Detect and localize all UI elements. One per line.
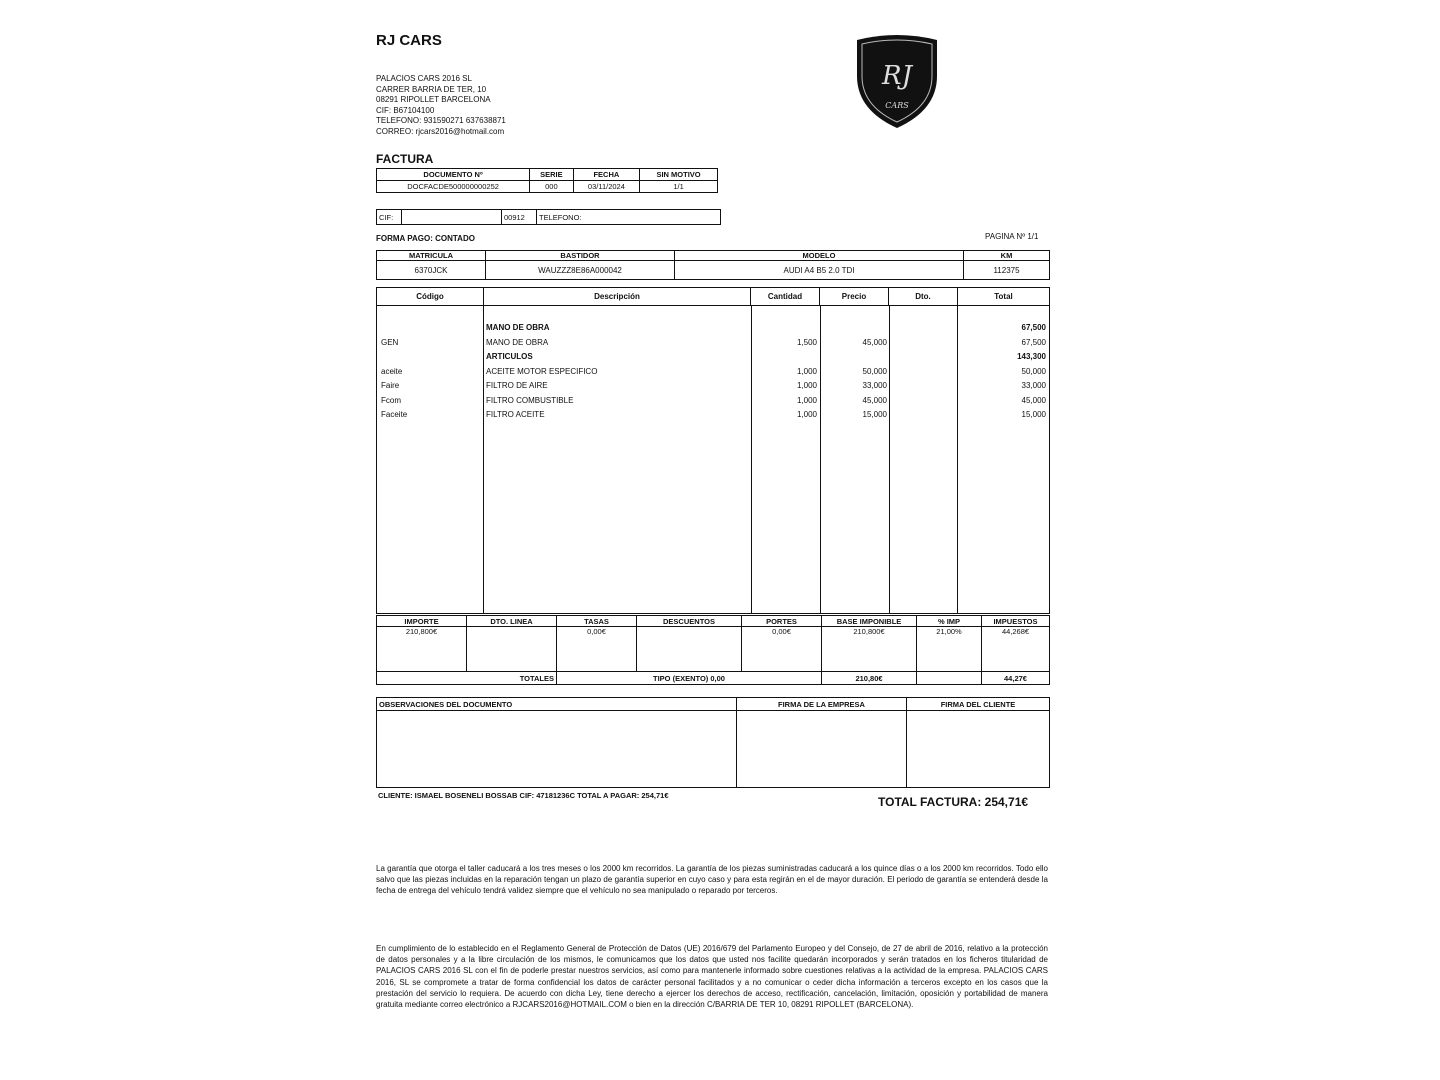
- doc-series: 000: [530, 181, 574, 193]
- signature-table: [376, 697, 1050, 788]
- tasas-value: 0,00€: [557, 627, 637, 672]
- base-imponible-value: 210,800€: [822, 627, 917, 672]
- document-title: FACTURA: [376, 152, 434, 166]
- totals-header: PORTES: [742, 616, 822, 627]
- item-total: 45,000: [1021, 395, 1046, 405]
- vehicle-model: AUDI A4 B5 2.0 TDI: [675, 261, 964, 280]
- vehicle-header: MODELO: [675, 251, 964, 261]
- company-name: RJ CARS: [376, 32, 442, 49]
- col-header-price: Precio: [820, 288, 889, 306]
- telefono-label: TELEFONO:: [537, 210, 721, 225]
- vehicle-header: BASTIDOR: [486, 251, 675, 261]
- base-total: 210,80€: [822, 672, 917, 685]
- col-header-total: Total: [958, 288, 1050, 306]
- item-price: 33,000: [862, 381, 887, 390]
- impuestos-value: 44,268€: [982, 627, 1050, 672]
- item-description: ACEITE MOTOR ESPECIFICO: [486, 366, 598, 376]
- vehicle-plate: 6370JCK: [377, 261, 486, 280]
- observaciones-box: [377, 711, 737, 788]
- firma-cliente-label: FIRMA DEL CLIENTE: [907, 698, 1050, 711]
- doc-date: 03/11/2024: [573, 181, 639, 193]
- firma-empresa-label: FIRMA DE LA EMPRESA: [737, 698, 907, 711]
- col-header-dto: Dto.: [889, 288, 958, 306]
- item-description: MANO DE OBRA: [486, 323, 550, 332]
- payment-method: FORMA PAGO: CONTADO: [376, 234, 475, 243]
- vehicle-vin: WAUZZZ8E86A000042: [486, 261, 675, 280]
- item-total: 15,000: [1021, 410, 1046, 419]
- page-number: PAGINA Nº 1/1: [985, 232, 1039, 241]
- item-quantity: 1,000: [796, 366, 817, 376]
- item-row: [377, 352, 1049, 366]
- item-row: [377, 338, 1049, 352]
- vehicle-header: KM: [964, 251, 1050, 261]
- logo-subtext: CARS: [885, 101, 909, 110]
- item-quantity: 1,000: [796, 395, 817, 405]
- dto-linea-value: [467, 627, 557, 672]
- item-row: [377, 323, 1049, 337]
- items-body: [376, 305, 1050, 614]
- item-price: 45,000: [862, 337, 887, 347]
- item-description: FILTRO DE AIRE: [486, 381, 548, 390]
- totales-label: TOTALES: [377, 672, 557, 685]
- tax-rate-value: 21,00%: [917, 627, 982, 672]
- observaciones-label: OBSERVACIONES DEL DOCUMENTO: [377, 698, 737, 711]
- item-row: [377, 410, 1049, 424]
- client-summary: CLIENTE: ISMAEL BOSENELI BOSSAB CIF: 47181236C TOTAL A PAGAR: 254,71€: [378, 791, 669, 800]
- totals-table: [376, 615, 1050, 685]
- item-price: 45,000: [862, 395, 887, 405]
- portes-value: 0,00€: [742, 627, 822, 672]
- col-header-qty: Cantidad: [751, 288, 820, 306]
- vehicle-header: MATRICULA: [377, 251, 486, 261]
- item-row: [377, 367, 1049, 381]
- totals-header: BASE IMPONIBLE: [822, 616, 917, 627]
- cif-label: CIF:: [377, 210, 402, 225]
- tipo-label: TIPO (EXENTO) 0,00: [557, 672, 822, 685]
- item-code: Faire: [381, 381, 400, 390]
- item-code: GEN: [381, 337, 399, 347]
- address-line: CARRER BARRIA DE TER, 10: [376, 84, 487, 94]
- item-total: 67,500: [1021, 337, 1046, 347]
- doc-header: SIN MOTIVO: [640, 169, 718, 181]
- totals-header: IMPORTE: [377, 616, 467, 627]
- item-description: FILTRO ACEITE: [486, 410, 545, 419]
- doc-header: SERIE: [530, 169, 574, 181]
- totals-header: DESCUENTOS: [637, 616, 742, 627]
- item-code: aceite: [381, 366, 403, 376]
- item-row: [377, 381, 1049, 395]
- warranty-text: La garantía que otorga el taller caducará a los tres meses o los 2000 km recorridos. La garantía de los piezas suministradas caducará a los quince días o a los 2000 km recorridos. Todo ello salvo que las piezas incluidas en la reparación tengan un plazo de garantía superior en cuyo caso y para esta regirán en el de mayor duración. El periodo de garantía se entenderá desde la fecha de entrega del vehículo tendrá validez siempre que el vehículo no sea manipulado o reparado por terceros.: [376, 864, 1048, 896]
- firma-empresa-box: [737, 711, 907, 788]
- cif-redacted: [402, 210, 502, 225]
- doc-header: FECHA: [573, 169, 639, 181]
- doc-reason: 1/1: [640, 181, 718, 193]
- document-info-table: [376, 168, 718, 193]
- privacy-text: En cumplimiento de lo establecido en el Reglamento General de Protección de Datos (UE) 2016/679 del Parlamento Europeo y del Consejo, de 27 de abril de 2016, relativo a la protección de datos personales y a la libre circulación de los mismos, le comunicamos que los datos que usted nos facilite quedarán incorporados y serán tratados en los ficheros titularidad de PALACIOS CARS 2016 SL con el fin de poderle prestar nuestros servicios, así como para mantenerle informado sobre cuestiones relativas a la actividad de la empresa. PALACIOS CARS 2016, SL se compromete a tratar de forma confidencial los datos de carácter personal facilitados y a no comunicar o ceder dicha información a terceros excepto en los casos que la prestación del servicio lo requiera. De acuerdo con dicha Ley, tiene derecho a ejercer los derechos de acceso, rectificación, cancelación, limitación, oposición y portabilidad de manera gratuita mediante correo electrónico a RJCARS2016@HOTMAIL.COM o bien en la dirección C/BARRIA DE TER 10, 08291 RIPOLLET (BARCELONA).: [376, 944, 1048, 1010]
- address-line: PALACIOS CARS 2016 SL: [376, 74, 472, 83]
- company-logo: [853, 32, 941, 130]
- totals-header: TASAS: [557, 616, 637, 627]
- client-info-table: [376, 209, 721, 225]
- item-price: 15,000: [862, 410, 887, 419]
- firma-cliente-box: [907, 711, 1050, 788]
- item-total: 143,300: [1017, 352, 1046, 361]
- doc-header: DOCUMENTO Nº: [377, 169, 530, 181]
- item-quantity: 1,000: [796, 381, 817, 390]
- item-quantity: 1,000: [796, 410, 817, 419]
- address-line: CIF: B67104100: [376, 105, 435, 115]
- logo-monogram: RJ: [882, 61, 912, 91]
- item-quantity: 1,500: [796, 337, 817, 347]
- impuestos-total: 44,27€: [982, 672, 1050, 685]
- vehicle-km: 112375: [964, 261, 1050, 280]
- address-line: CORREO: rjcars2016@hotmail.com: [376, 126, 505, 136]
- vehicle-table: [376, 250, 1050, 280]
- address-line: TELEFONO: 931590271 637638871: [376, 116, 506, 126]
- item-description: ARTICULOS: [486, 352, 533, 361]
- totals-header: DTO. LINEA: [467, 616, 557, 627]
- total-invoice: TOTAL FACTURA: 254,71€: [878, 795, 1029, 809]
- item-row: [377, 396, 1049, 410]
- item-price: 50,000: [862, 366, 887, 376]
- item-total: 67,500: [1021, 323, 1046, 332]
- cif-suffix: 00912: [502, 210, 537, 225]
- descuentos-value: [637, 627, 742, 672]
- item-description: FILTRO COMBUSTIBLE: [486, 395, 574, 405]
- totals-header: IMPUESTOS: [982, 616, 1050, 627]
- col-header-desc: Descripción: [484, 288, 751, 306]
- item-total: 33,000: [1021, 381, 1046, 390]
- company-address: [376, 74, 506, 138]
- item-code: Faceite: [381, 410, 408, 419]
- item-total: 50,000: [1021, 366, 1046, 376]
- item-description: MANO DE OBRA: [486, 337, 549, 347]
- col-header-code: Código: [377, 288, 484, 306]
- item-code: Fcom: [381, 395, 401, 405]
- items-header-table: [376, 287, 1050, 306]
- empty-cell: [917, 672, 982, 685]
- totals-header: % IMP: [917, 616, 982, 627]
- doc-number: DOCFACDE500000000252: [377, 181, 530, 193]
- address-line: 08291 RIPOLLET BARCELONA: [376, 95, 491, 105]
- importe-value: 210,800€: [377, 627, 467, 672]
